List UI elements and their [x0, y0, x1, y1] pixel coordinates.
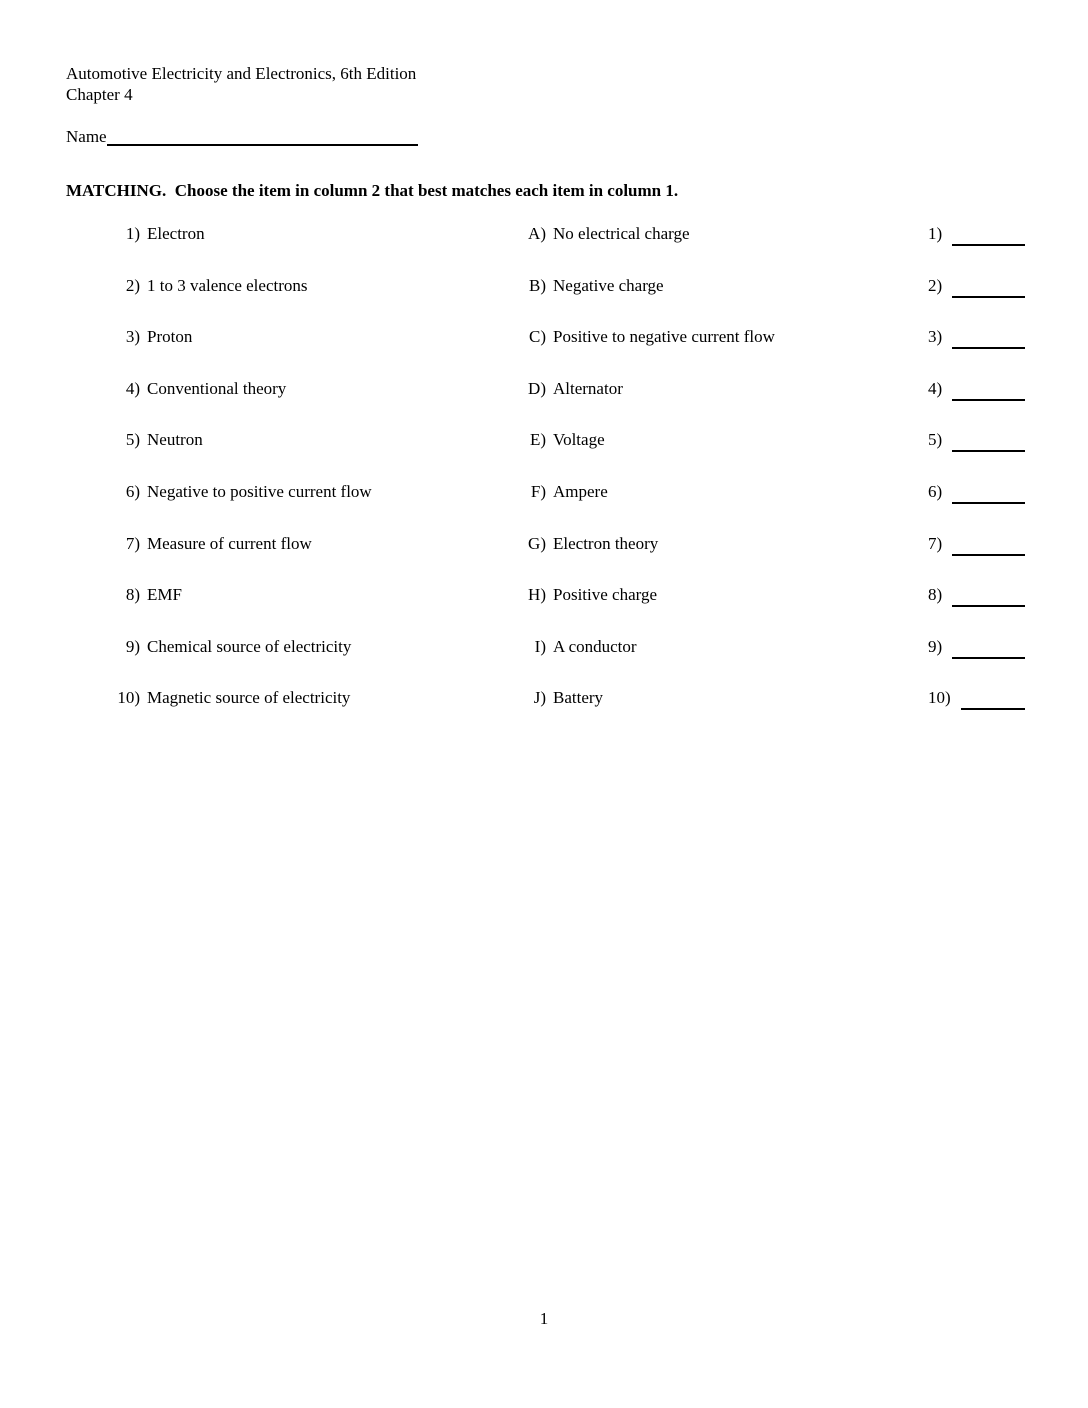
option-text: Electron theory: [553, 533, 659, 553]
option-letter: G): [528, 533, 546, 553]
option-text: Voltage: [553, 430, 605, 450]
answer-blank[interactable]: [961, 687, 1025, 710]
matching-list: [66, 223, 1025, 739]
option-text: Alternator: [553, 378, 623, 398]
answer-blank[interactable]: [952, 584, 1025, 607]
option-text: Positive to negative current flow: [553, 327, 775, 347]
answer-blank[interactable]: [952, 429, 1025, 452]
answer-number: 7): [928, 533, 943, 553]
answer-blank[interactable]: [952, 378, 1025, 401]
document-header: [66, 63, 416, 105]
item-text: Chemical source of electricity: [147, 636, 352, 656]
matching-row: [66, 223, 1025, 275]
matching-row: [66, 378, 1025, 430]
matching-row: [66, 687, 1025, 739]
matching-instructions: MATCHING. Choose the item in column 2 that best matches each item in column 1.: [66, 181, 679, 200]
option-letter: D): [528, 378, 546, 398]
item-text: Measure of current flow: [147, 533, 312, 553]
option-letter: C): [529, 327, 546, 347]
name-blank-field[interactable]: [107, 126, 418, 146]
answer-number: 4): [928, 378, 943, 398]
option-text: Positive charge: [553, 585, 658, 605]
answer-number: 2): [928, 275, 943, 295]
matching-row: [66, 429, 1025, 481]
answer-number: 10): [928, 688, 951, 708]
option-text: Negative charge: [553, 275, 664, 295]
item-text: Electron: [147, 224, 205, 243]
answer-number: 3): [928, 327, 943, 347]
option-letter: H): [528, 585, 546, 605]
item-number: 4): [125, 378, 140, 398]
matching-row: [66, 275, 1025, 327]
answer-number: 1): [928, 224, 943, 243]
option-letter: B): [529, 275, 546, 295]
matching-row: [66, 533, 1025, 585]
answer-blank[interactable]: [952, 533, 1025, 556]
answer-number: 8): [928, 585, 943, 605]
option-letter: E): [529, 430, 546, 450]
option-text: No electrical charge: [553, 224, 690, 243]
item-text: Neutron: [147, 430, 203, 450]
matching-row: [66, 584, 1025, 636]
answer-blank[interactable]: [952, 481, 1025, 504]
answer-blank[interactable]: [952, 275, 1025, 298]
answer-blank[interactable]: [952, 636, 1025, 659]
matching-row: [66, 481, 1025, 533]
matching-row: [66, 326, 1025, 378]
option-letter: I): [534, 636, 546, 656]
page-number: 1: [539, 1309, 549, 1328]
item-number: 1): [125, 224, 140, 243]
answer-number: 6): [928, 481, 943, 501]
item-number: 5): [125, 430, 140, 450]
option-text: A conductor: [553, 636, 637, 656]
chapter-label: Chapter 4: [66, 85, 133, 104]
item-number: 2): [125, 275, 140, 295]
matching-row: [66, 636, 1025, 688]
item-text: EMF: [147, 585, 182, 605]
item-number: 10): [117, 688, 140, 708]
item-number: 6): [125, 481, 140, 501]
answer-blank[interactable]: [952, 223, 1025, 246]
item-text: 1 to 3 valence electrons: [147, 275, 308, 295]
option-letter: A): [528, 224, 546, 243]
name-label: Name: [66, 127, 107, 146]
item-text: Proton: [147, 327, 193, 347]
option-text: Battery: [553, 688, 604, 708]
item-number: 7): [125, 533, 140, 553]
item-number: 3): [125, 327, 140, 347]
item-number: 8): [125, 585, 140, 605]
item-text: Magnetic source of electricity: [147, 688, 351, 708]
document-title: Automotive Electricity and Electronics, 6th Edition: [66, 64, 417, 83]
item-text: Conventional theory: [147, 378, 287, 398]
option-text: Ampere: [553, 481, 608, 501]
answer-blank[interactable]: [952, 326, 1025, 349]
answer-number: 5): [928, 430, 943, 450]
option-letter: F): [530, 481, 546, 501]
answer-number: 9): [928, 636, 943, 656]
page-footer: [0, 1308, 1088, 1329]
option-letter: J): [533, 688, 546, 708]
name-row: [66, 126, 418, 147]
item-text: Negative to positive current flow: [147, 481, 372, 501]
item-number: 9): [125, 636, 140, 656]
